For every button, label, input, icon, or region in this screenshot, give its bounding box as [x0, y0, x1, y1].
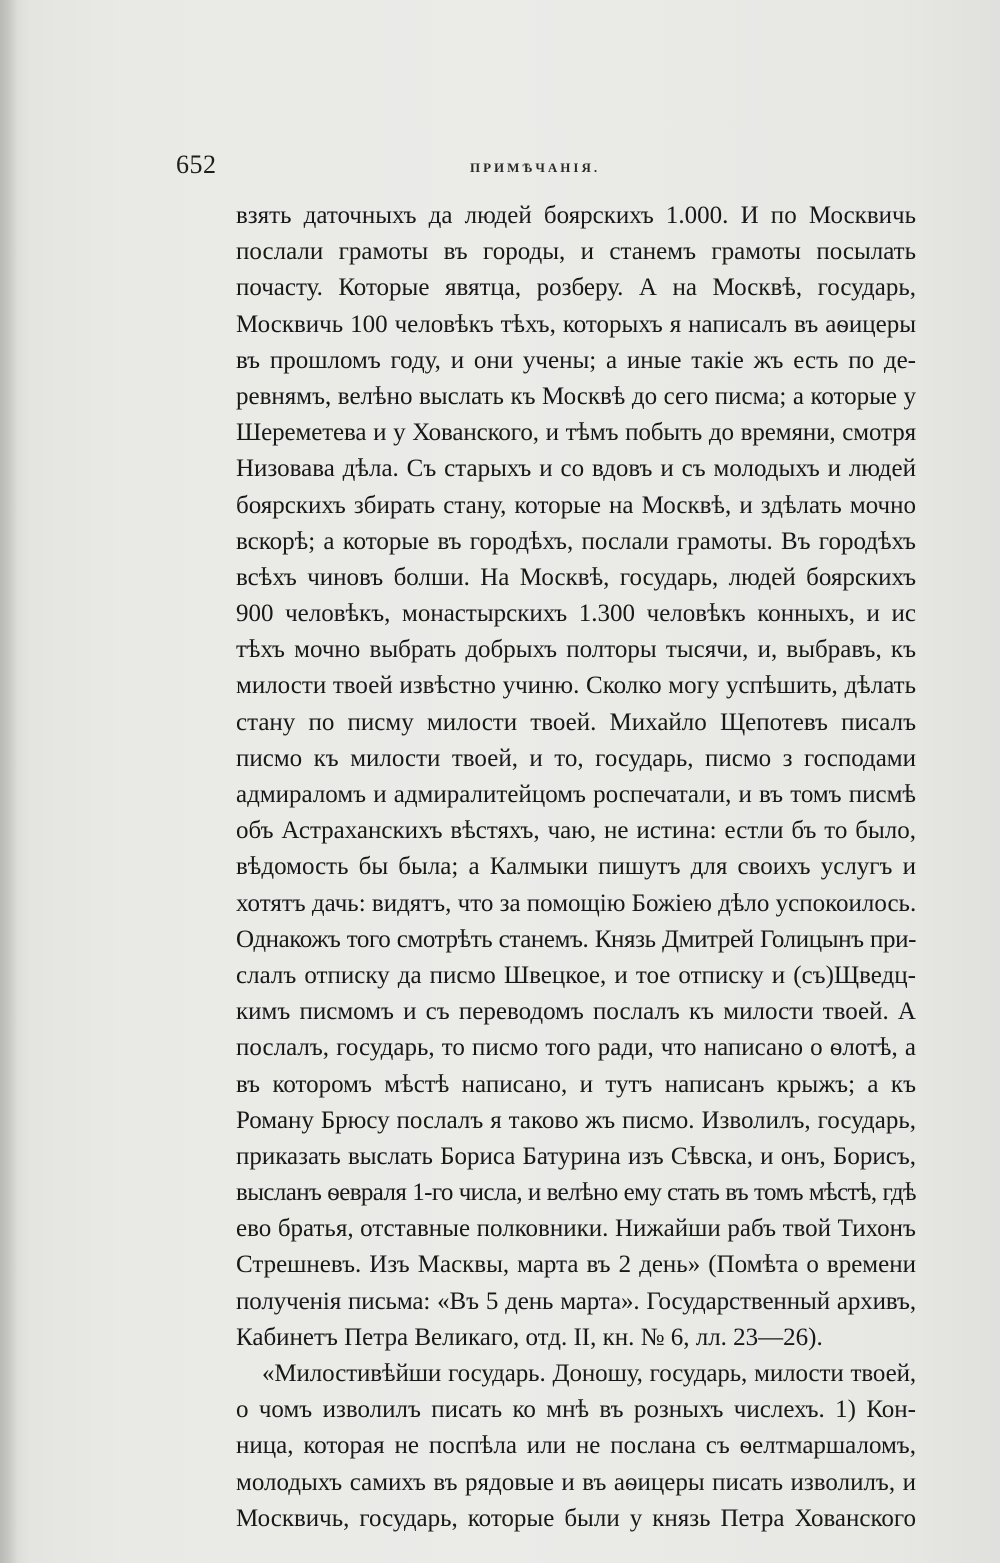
text-line: стану по писму милости твоей. Михайло Щепотевъ писалъ: [236, 708, 916, 736]
text-line: писмо къ милости твоей, и то, государь, писмо з господами: [236, 744, 916, 772]
text-line: Однакожъ того смотрѣть станемъ. Князь Дмитрей Голицынъ при-: [236, 925, 916, 953]
text-line: вѣдомость бы была; а Калмыки пишутъ для своихъ услугъ и: [236, 853, 916, 881]
text-line: высланъ ѳевраля 1-го числа, и велѣно ему стать въ томъ мѣстѣ, гдѣ: [236, 1179, 916, 1207]
page-number: 652: [176, 150, 217, 179]
text-line: Стрешневъ. Изъ Масквы, марта въ 2 день» (Помѣта о времени: [236, 1251, 916, 1279]
text-line: приказать выслать Бориса Батурина изъ Сѣвска, и онъ, Борисъ,: [236, 1142, 916, 1170]
text-line: Низовава дѣла. Съ старыхъ и со вдовъ и съ молодыхъ и людей: [236, 455, 916, 483]
text-line: ревнямъ, велѣно выслать къ Москвѣ до сего писма; а которые у: [236, 382, 916, 410]
text-line: боярскихъ збирать стану, которые на Москвѣ, и здѣлать мочно: [236, 491, 916, 519]
text-line: почасту. Которые явятца, розберу. А на Москвѣ, государь,: [236, 274, 916, 302]
text-line: полученія письма: «Въ 5 день марта». Государственный архивъ,: [236, 1287, 916, 1315]
text-line: въ прошломъ году, и они учены; а иные такіе жъ есть по де-: [236, 346, 916, 374]
running-head: [0, 150, 1000, 190]
text-line: Москвичь 100 человѣкъ тѣхъ, которыхъ я написалъ въ аѳицеры: [236, 310, 916, 338]
text-line: объ Астраханскихъ вѣстяхъ, чаю, не истина: естли бъ то было,: [236, 817, 916, 845]
text-line: хотятъ дачь: видятъ, что за помощію Божіею дѣло успокоилось.: [236, 889, 917, 917]
text-line: ево братья, отставные полковники. Нижайши рабъ твой Тихонъ: [236, 1215, 916, 1243]
text-line: о чомъ изволилъ писать ко мнѣ въ розныхъ числехъ. 1) Кон-: [236, 1396, 916, 1424]
text-line: всѣхъ чиновъ болши. На Москвѣ, государь, людей боярскихъ: [236, 563, 916, 591]
binding-gutter-shadow: [0, 0, 18, 1563]
text-line: 900 человѣкъ, монастырскихъ 1.300 человѣкъ конныхъ, и ис: [236, 600, 916, 628]
running-head-title: ПРИМѢЧАНІЯ.: [470, 160, 601, 175]
body-text: [236, 198, 916, 1537]
text-line: послалъ, государь, то писмо того ради, что написано о ѳлотѣ, а: [236, 1034, 916, 1062]
text-line: милости твоей извѣстно учиню. Сколко могу успѣшить, дѣлать: [236, 672, 916, 700]
text-line: взять даточныхъ да людей боярскихъ 1.000. И по Москвичь: [236, 202, 916, 229]
text-line: Кабинетъ Петра Великаго, отд. II, кн. № 6, лл. 23—26).: [236, 1323, 823, 1351]
text-line: тѣхъ мочно выбрать добрыхъ полторы тысячи, и, выбравъ, къ: [236, 636, 916, 664]
text-line: Роману Брюсу послалъ я таково жъ писмо. Изволилъ, государь,: [236, 1106, 916, 1134]
text-line: слалъ отписку да писмо Швецкое, и тое отписку и (съ)Щведц-: [236, 961, 916, 989]
text-line: ница, которая не поспѣла или не послана съ ѳелтмаршаломъ,: [236, 1432, 916, 1460]
text-line: молодыхъ самихъ въ рядовые и въ аѳицеры писать изволилъ, и: [236, 1468, 916, 1496]
text-line: послали грамоты въ городы, и станемъ грамоты посылать: [236, 238, 916, 266]
text-line: Москвичь, государь, которые были у князь Петра Хованского: [236, 1504, 916, 1532]
text-line: кимъ писмомъ и съ переводомъ послалъ къ милости твоей. А: [236, 998, 916, 1026]
text-line: «Милостивѣйши государь. Доношу, государь, милости твоей,: [262, 1360, 916, 1387]
text-line: вскорѣ; а которые въ городѣхъ, послали грамоты. Въ городѣхъ: [236, 527, 916, 555]
text-line: адмираломъ и адмиралитейцомъ роспечатали, и въ томъ писмѣ: [236, 781, 916, 808]
text-line: Шереметева и у Хованского, и тѣмъ побыть до времяни, смотря: [236, 419, 916, 447]
text-line: въ которомъ мѣстѣ написано, и тутъ написанъ крыжъ; а къ: [236, 1070, 916, 1098]
